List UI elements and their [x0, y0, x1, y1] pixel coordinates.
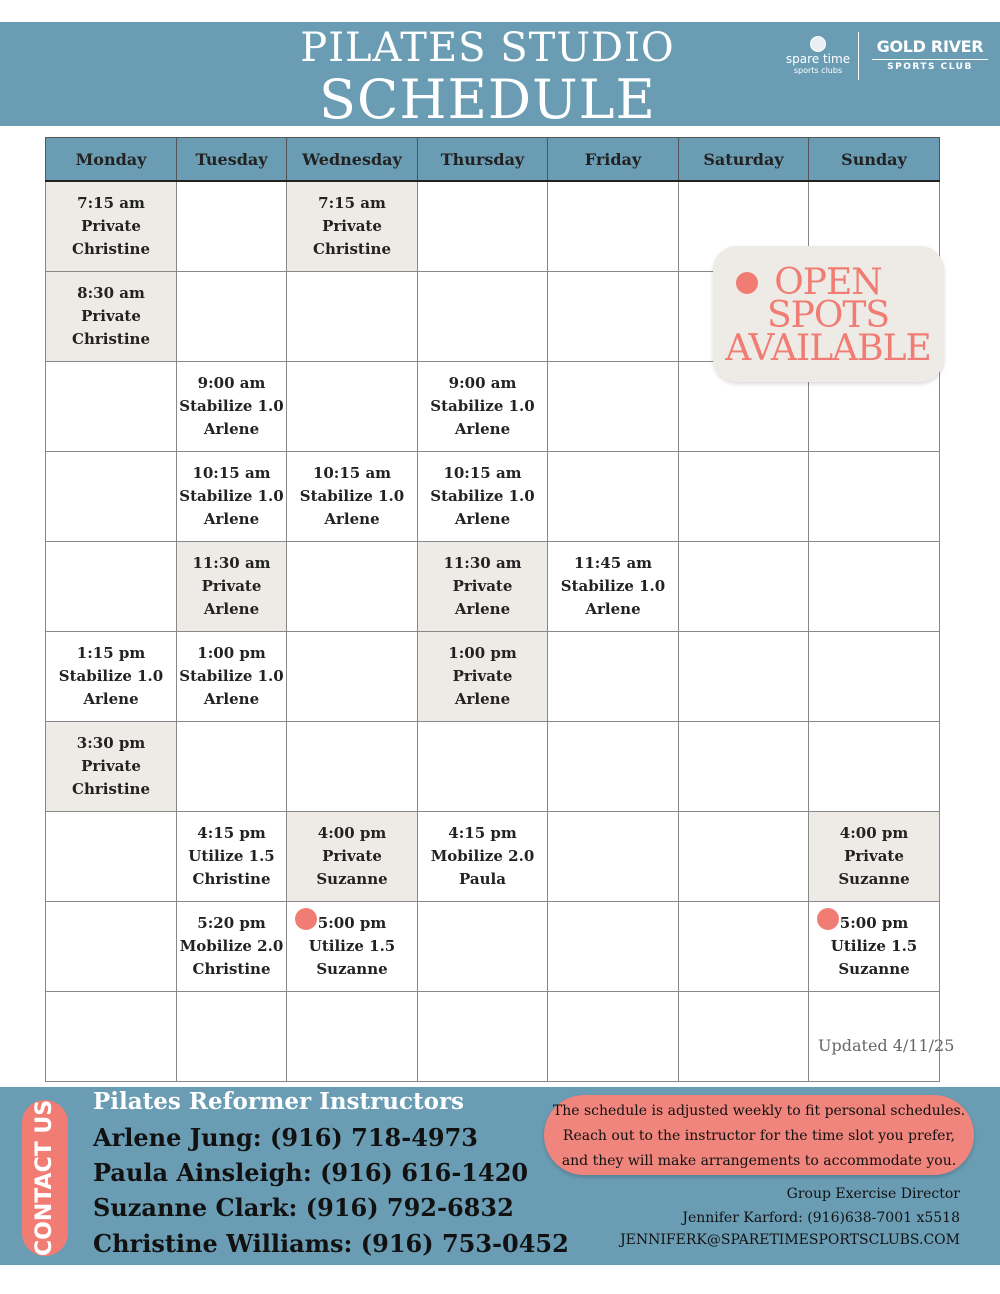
class-instructor: Arlene — [83, 690, 139, 708]
page-title-line1: PILATES STUDIO — [300, 25, 675, 71]
empty-slot — [177, 722, 287, 812]
class-name: Utilize 1.5 — [308, 937, 396, 955]
class-time: 4:00 pm — [839, 824, 909, 842]
page-title-line2: SCHEDULE — [319, 68, 656, 131]
schedule-row — [46, 992, 940, 1082]
instructor-christine: Christine Williams: (916) 753-0452 — [93, 1229, 569, 1258]
empty-slot — [679, 812, 809, 902]
class-instructor: Arlene — [203, 420, 260, 438]
spare-time-logo — [782, 36, 854, 75]
empty-slot — [177, 272, 287, 362]
empty-slot — [287, 722, 418, 812]
director-contact: Jennifer Karford: (916)638-7001 x5518 — [682, 1210, 960, 1226]
class-slot — [177, 452, 287, 542]
open-spots-line1: OPEN — [774, 262, 882, 303]
class-slot — [287, 812, 418, 902]
class-instructor: Arlene — [324, 510, 380, 528]
class-slot — [46, 632, 177, 722]
schedule-row — [46, 722, 940, 812]
note-line: and they will make arrangements to accommodate you. — [561, 1153, 957, 1169]
class-time: 11:45 am — [573, 554, 653, 572]
class-instructor: Arlene — [585, 600, 641, 618]
class-name: Utilize 1.5 — [830, 937, 918, 955]
class-name: Private — [322, 217, 382, 235]
class-time: 1:15 pm — [76, 644, 146, 662]
class-time: 7:15 am — [77, 194, 145, 212]
class-time: 5:00 pm — [839, 914, 909, 932]
class-instructor: Suzanne — [838, 870, 910, 888]
class-instructor: Arlene — [454, 420, 511, 438]
class-time: 5:00 pm — [317, 914, 387, 932]
class-slot — [287, 452, 418, 542]
empty-slot — [46, 452, 177, 542]
ball-icon — [810, 36, 826, 52]
class-name: Stabilize 1.0 — [430, 487, 535, 505]
class-slot — [287, 181, 418, 272]
class-time: 4:00 pm — [317, 824, 387, 842]
class-instructor: Christine — [192, 870, 271, 888]
class-time: 10:15 am — [312, 464, 392, 482]
empty-slot — [287, 362, 418, 452]
instructors-title: Pilates Reformer Instructors — [93, 1088, 465, 1115]
empty-slot — [46, 542, 177, 632]
class-time: 9:00 am — [197, 374, 266, 392]
class-slot — [548, 542, 679, 632]
class-instructor: Arlene — [454, 600, 511, 618]
empty-slot — [679, 542, 809, 632]
class-slot — [809, 812, 940, 902]
class-time: 8:30 am — [77, 284, 145, 302]
day-header-monday: Monday — [46, 138, 177, 182]
empty-slot — [46, 362, 177, 452]
class-slot — [46, 722, 177, 812]
class-time: 1:00 pm — [448, 644, 517, 662]
logo-divider — [858, 32, 859, 80]
empty-slot — [679, 632, 809, 722]
class-time: 3:30 pm — [76, 734, 146, 752]
class-name: Stabilize 1.0 — [299, 487, 405, 505]
class-instructor: Arlene — [454, 510, 511, 528]
empty-slot — [809, 542, 940, 632]
class-instructor: Christine — [72, 780, 150, 798]
empty-slot — [418, 722, 548, 812]
class-time: 5:20 pm — [197, 914, 266, 932]
class-time: 10:15 am — [443, 464, 522, 482]
class-instructor: Suzanne — [838, 960, 910, 978]
class-instructor: Suzanne — [316, 870, 388, 888]
day-header-wednesday: Wednesday — [287, 138, 418, 182]
class-name: Private — [81, 757, 141, 775]
empty-slot — [548, 452, 679, 542]
empty-slot — [548, 362, 679, 452]
empty-slot — [287, 272, 418, 362]
day-header-friday: Friday — [548, 138, 679, 182]
class-name: Private — [452, 667, 513, 685]
open-spots-label — [718, 262, 938, 369]
class-slot — [418, 632, 548, 722]
spare-time-logo-sub: sports clubs — [793, 66, 843, 75]
open-spot-dot-icon — [817, 908, 839, 930]
open-spots-line3: AVAILABLE — [725, 328, 931, 369]
empty-slot — [679, 452, 809, 542]
class-time: 1:00 pm — [197, 644, 266, 662]
gold-river-logo — [866, 36, 994, 73]
empty-slot — [418, 272, 548, 362]
empty-slot — [548, 181, 679, 272]
instructor-suzanne: Suzanne Clark: (916) 792-6832 — [93, 1193, 514, 1222]
class-instructor: Suzanne — [316, 960, 388, 978]
empty-slot — [679, 902, 809, 992]
class-instructor: Christine — [72, 330, 150, 348]
empty-slot — [46, 992, 177, 1082]
schedule-row — [46, 902, 940, 992]
empty-slot — [809, 632, 940, 722]
empty-slot — [548, 812, 679, 902]
schedule-row — [46, 812, 940, 902]
class-slot — [177, 632, 287, 722]
class-slot — [46, 181, 177, 272]
day-header-saturday: Saturday — [679, 138, 809, 182]
class-slot — [287, 902, 418, 992]
class-time: 11:30 am — [443, 554, 522, 572]
class-name: Private — [81, 217, 141, 235]
schedule-note — [544, 1099, 974, 1174]
empty-slot — [548, 722, 679, 812]
open-spot-dot-icon — [295, 908, 317, 930]
class-instructor: Christine — [313, 240, 391, 258]
director-title: Group Exercise Director — [786, 1186, 960, 1202]
class-slot — [809, 902, 940, 992]
class-instructor: Arlene — [203, 510, 260, 528]
class-slot — [418, 452, 548, 542]
instructor-arlene: Arlene Jung: (916) 718-4973 — [93, 1123, 478, 1152]
class-name: Stabilize 1.0 — [179, 397, 284, 415]
class-name: Stabilize 1.0 — [430, 397, 535, 415]
logo-rule — [872, 59, 988, 60]
class-name: Private — [322, 847, 382, 865]
class-name: Stabilize 1.0 — [179, 667, 284, 685]
class-instructor: Arlene — [454, 690, 511, 708]
class-instructor: Christine — [192, 960, 271, 978]
note-line: The schedule is adjusted weekly to fit personal schedules. — [552, 1103, 966, 1119]
updated-date: Updated 4/11/25 — [818, 1036, 955, 1055]
class-name: Private — [844, 847, 904, 865]
empty-slot — [809, 452, 940, 542]
empty-slot — [177, 992, 287, 1082]
class-time: 4:15 pm — [197, 824, 266, 842]
class-instructor: Christine — [72, 240, 150, 258]
empty-slot — [548, 272, 679, 362]
day-header-row — [46, 138, 940, 182]
class-time: 10:15 am — [192, 464, 271, 482]
instructor-paula: Paula Ainsleigh: (916) 616-1420 — [93, 1158, 529, 1187]
open-spots-line2: SPOTS — [766, 295, 890, 336]
class-name: Utilize 1.5 — [188, 847, 275, 865]
empty-slot — [548, 992, 679, 1082]
class-name: Stabilize 1.0 — [58, 667, 164, 685]
empty-slot — [287, 542, 418, 632]
day-header-tuesday: Tuesday — [177, 138, 287, 182]
schedule-row — [46, 542, 940, 632]
class-name: Mobilize 2.0 — [430, 847, 535, 865]
empty-slot — [679, 722, 809, 812]
class-instructor: Paula — [459, 870, 506, 888]
class-name: Private — [452, 577, 513, 595]
schedule-row — [46, 632, 940, 722]
empty-slot — [46, 812, 177, 902]
empty-slot — [418, 181, 548, 272]
note-line: Reach out to the instructor for the time slot you prefer, — [562, 1128, 956, 1144]
class-time: 4:15 pm — [448, 824, 517, 842]
class-time: 11:30 am — [192, 554, 271, 572]
class-slot — [177, 362, 287, 452]
class-slot — [177, 902, 287, 992]
empty-slot — [418, 902, 548, 992]
day-header-thursday: Thursday — [418, 138, 548, 182]
empty-slot — [287, 632, 418, 722]
class-time: 9:00 am — [448, 374, 517, 392]
empty-slot — [548, 902, 679, 992]
gold-river-logo-name: GOLD RIVER — [876, 37, 984, 56]
gold-river-logo-sub: SPORTS CLUB — [887, 62, 973, 72]
class-name: Private — [81, 307, 141, 325]
empty-slot — [548, 632, 679, 722]
empty-slot — [418, 992, 548, 1082]
class-slot — [177, 812, 287, 902]
empty-slot — [177, 181, 287, 272]
class-name: Mobilize 2.0 — [179, 937, 284, 955]
class-slot — [46, 272, 177, 362]
class-name: Stabilize 1.0 — [179, 487, 284, 505]
class-time: 7:15 am — [318, 194, 386, 212]
class-slot — [418, 542, 548, 632]
schedule-row — [46, 452, 940, 542]
class-slot — [418, 812, 548, 902]
class-name: Stabilize 1.0 — [560, 577, 666, 595]
contact-us-label: CONTACT US — [32, 1099, 57, 1256]
empty-slot — [679, 992, 809, 1082]
empty-slot — [46, 902, 177, 992]
empty-slot — [287, 992, 418, 1082]
spare-time-logo-name: spare time — [785, 52, 851, 66]
empty-slot — [809, 722, 940, 812]
class-slot — [418, 362, 548, 452]
class-instructor: Arlene — [203, 600, 260, 618]
director-email[interactable]: JENNIFERK@SPARETIMESPORTSCLUBS.COM — [620, 1232, 960, 1248]
class-name: Private — [201, 577, 262, 595]
day-header-sunday: Sunday — [809, 138, 940, 182]
class-instructor: Arlene — [203, 690, 260, 708]
class-slot — [177, 542, 287, 632]
